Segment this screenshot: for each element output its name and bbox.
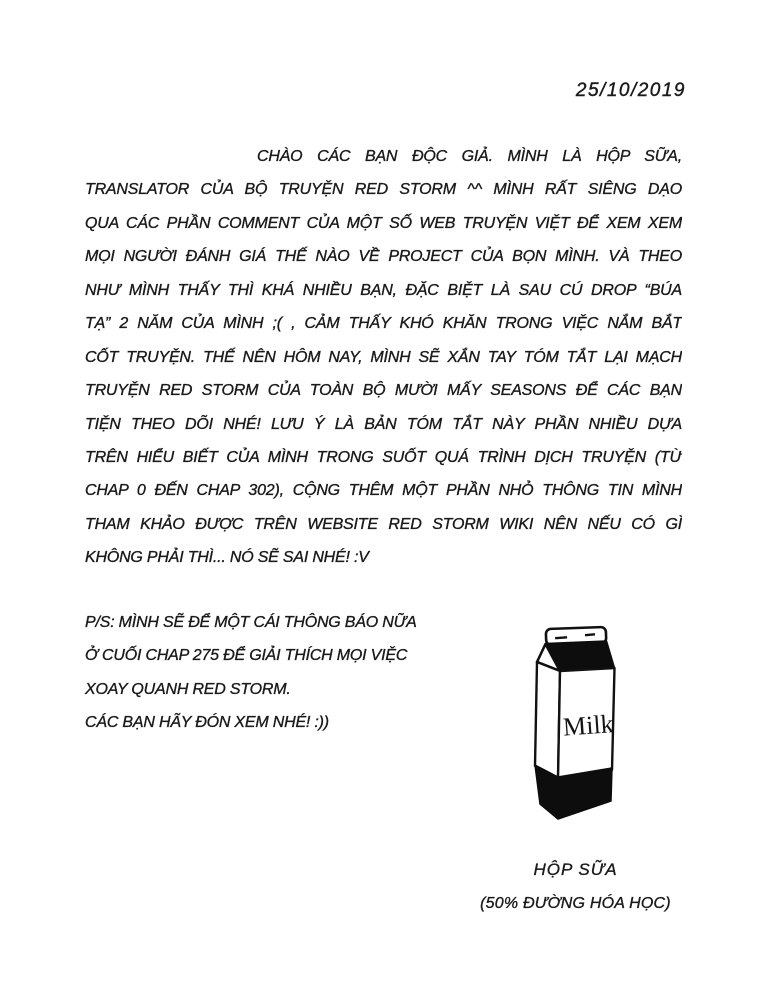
carton-side-face: [535, 662, 560, 779]
translator-note: [85, 140, 682, 575]
note-line: TRUYỆN RED STORM CỦA TOÀN BỘ MƯỜI MẤY SEASONS ĐỂ CÁC BẠN: [85, 382, 682, 400]
signature-subtitle: (50% ĐƯỜNG HÓA HỌC): [480, 895, 671, 912]
ps-line: XOAY QUANH RED STORM.: [85, 680, 291, 698]
milk-carton-label: Milk: [562, 709, 615, 742]
ps-line: P/S: MÌNH SẼ ĐỂ MỘT CÁI THÔNG BÁO NỮA: [85, 614, 417, 631]
note-line: QUA CÁC PHẦN COMMENT CỦA MỘT SỐ WEB TRUYỆN VIỆT ĐỂ XEM XEM: [85, 214, 682, 232]
note-line: MỌI NGƯỜI ĐÁNH GIÁ THẾ NÀO VỀ PROJECT CỦA BỌN MÌNH. VÀ THEO: [85, 248, 682, 266]
note-line: THAM KHẢO ĐƯỢC TRÊN WEBSITE RED STORM WIKI NÊN NẾU CÓ GÌ: [85, 515, 682, 533]
note-line: KHÔNG PHẢI THÌ... NÓ SẼ SAI NHÉ! :V: [85, 549, 369, 567]
signature-name: HỘP SỮA: [533, 860, 618, 879]
note-line: CHAP 0 ĐẾN CHAP 302), CỘNG THÊM MỘT PHẦN NHỎ THÔNG TIN MÌNH: [85, 482, 682, 500]
ps-line: Ở CUỐI CHAP 275 ĐỂ GIẢI THÍCH MỌI VIỆC: [85, 647, 408, 665]
ps-line: CÁC BẠN HÃY ĐÓN XEM NHÉ! :)): [85, 714, 329, 732]
note-line: TẠ” 2 NĂM CỦA MÌNH ;( , CẢM THẤY KHÓ KHĂN TRONG VIỆC NẮM BẮT: [85, 315, 682, 333]
note-line: CHÀO CÁC BẠN ĐỘC GIẢ. MÌNH LÀ HỘP SỮA,: [257, 148, 682, 165]
ps-note: [85, 606, 515, 740]
note-line: TRÊN HIỂU BIẾT CỦA MÌNH TRONG SUỐT QUÁ TRÌNH DỊCH TRUYỆN (TỪ: [85, 448, 682, 466]
note-line: TIỆN THEO DÕI NHÉ! LƯU Ý LÀ BẢN TÓM TẮT NÀY PHẦN NHIỀU DỰA: [85, 415, 682, 433]
note-line: CỐT TRUYỆN. THẾ NÊN HÔM NAY, MÌNH SẼ XẮN TAY TÓM TẮT LẠI MẠCH: [85, 348, 682, 366]
note-line: TRANSLATOR CỦA BỘ TRUYỆN RED STORM ^^ MÌNH RẤT SIÊNG DẠO: [85, 181, 682, 199]
signature: [448, 852, 703, 920]
date-text: 25/10/2019: [575, 80, 686, 101]
milk-carton-illustration: [521, 613, 633, 825]
note-line: NHƯ MÌNH THẤY THÌ KHÁ NHIỀU BẠN, ĐẶC BIỆT LÀ SAU CÚ DROP “BÚA: [85, 281, 682, 299]
